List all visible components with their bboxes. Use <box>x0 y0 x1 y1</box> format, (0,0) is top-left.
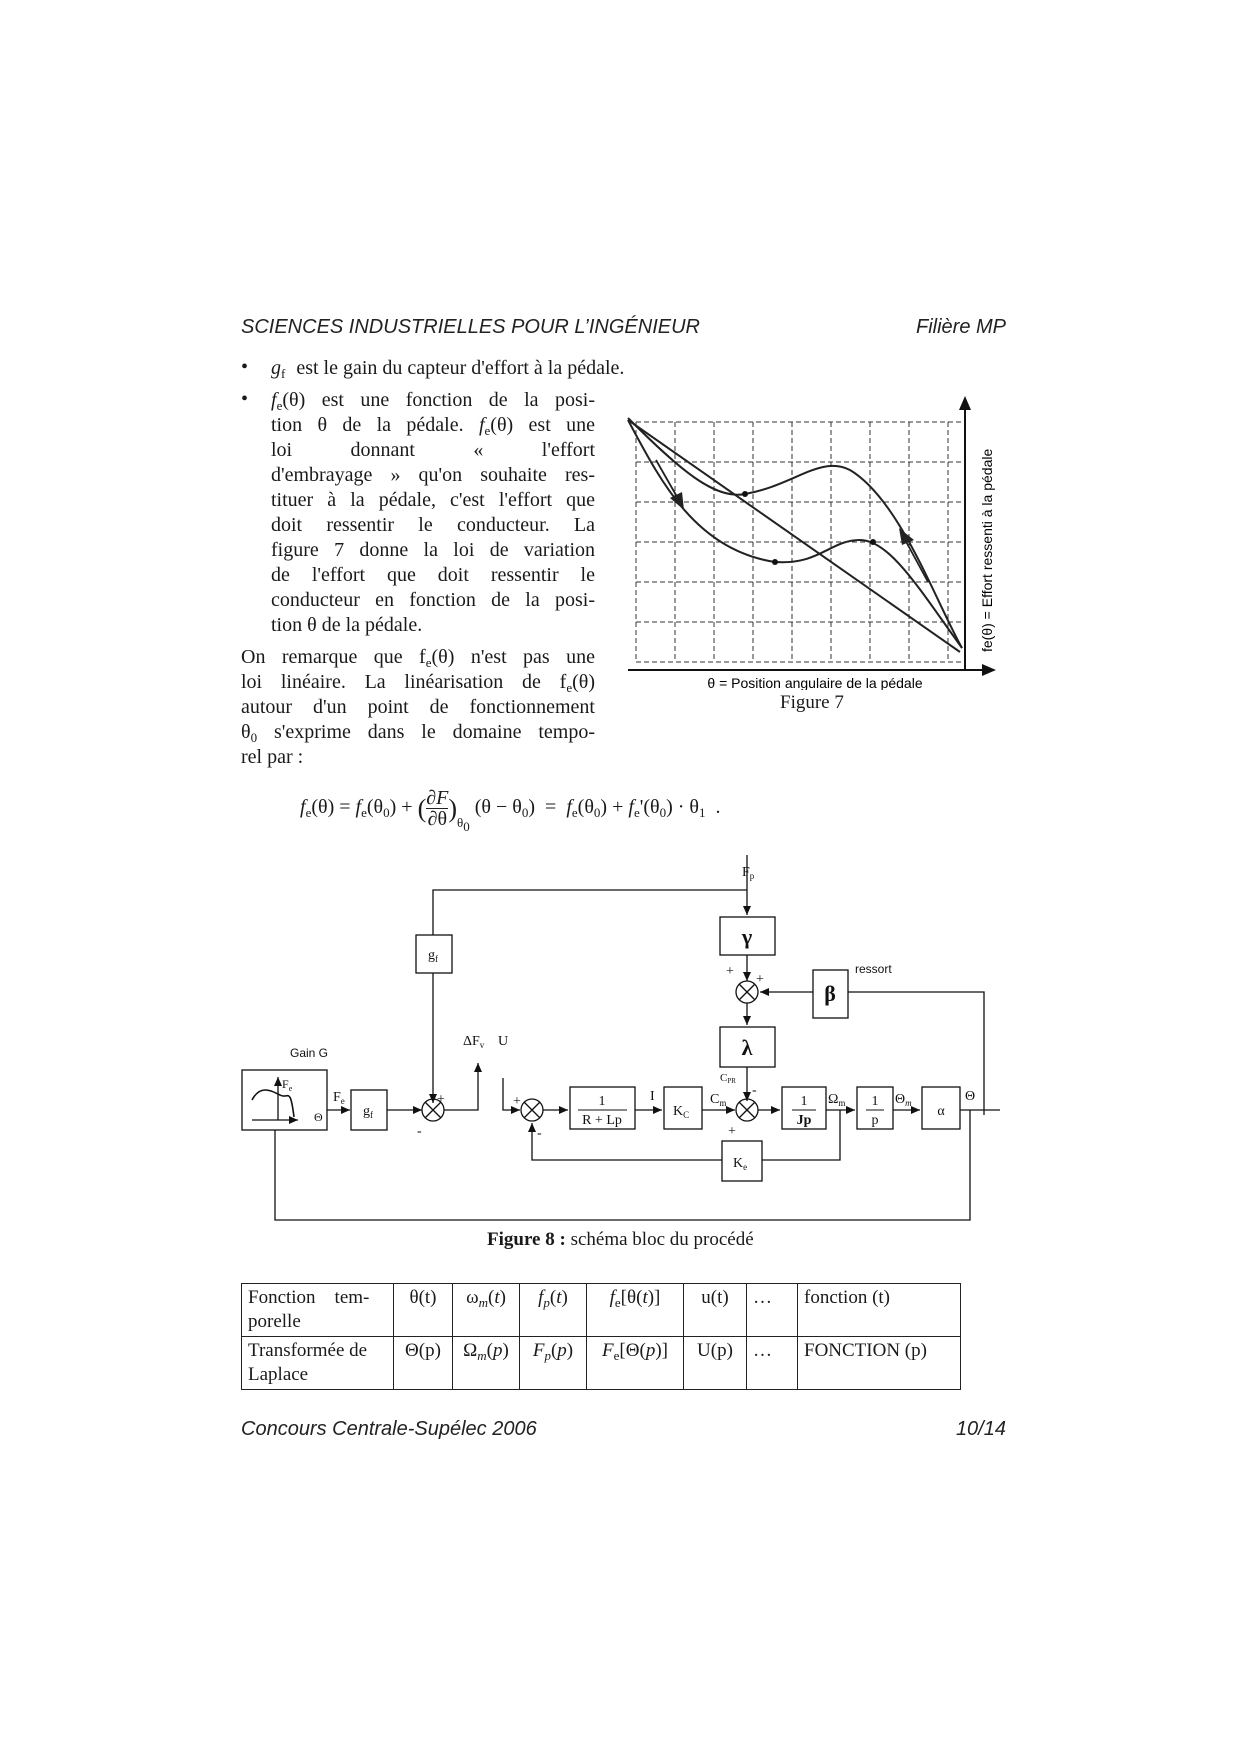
fe-line-1: $f_e(\theta)$ est une fonction de la posi- <box>271 389 595 413</box>
fe-line-8: de l'effort que doit ressentir le <box>271 564 595 586</box>
label-omega-m: $\Omega_m$ <box>828 1092 846 1108</box>
fig7-tangent-line <box>628 420 960 652</box>
label-fe: $F_e$ <box>333 1090 345 1106</box>
table-cell: θ(t) <box>394 1284 453 1337</box>
figure-8-block-diagram <box>230 845 1010 1235</box>
label-fp: $F_p$ <box>742 865 755 881</box>
fig7-upper-curve <box>628 418 962 648</box>
wire-dfv <box>444 1063 478 1110</box>
figure-7-chart <box>620 390 1010 690</box>
label-cpr: CPR <box>720 1072 736 1085</box>
fe-line-5: tituer à la pédale, c'est l'effort que <box>271 489 595 511</box>
table-cell: $F_p(p)$ <box>520 1337 587 1390</box>
label-ke: $K_e$ <box>733 1156 748 1172</box>
bullet-dot: • <box>241 356 249 378</box>
label-beta: β <box>824 981 836 1006</box>
footer-page-number: 10/14 <box>955 1418 1006 1440</box>
fe-line-3: loi donnant « l'effort <box>271 439 595 461</box>
fe-line-9: conducteur en fonction de la posi- <box>271 589 595 611</box>
gf-symbol: g <box>271 357 281 379</box>
table-cell: $F_e[\Theta(p)]$ <box>587 1337 684 1390</box>
label-tf1-num: 1 <box>598 1094 606 1109</box>
label-lambda: λ <box>741 1035 753 1060</box>
fe-line-2: tion θ de la pédale. $f_e(\theta)$ est une <box>271 414 595 438</box>
table-row <box>242 1337 961 1390</box>
fig7-point-upper <box>742 491 748 497</box>
label-alpha: α <box>937 1104 945 1119</box>
linearisation-equation: $f_e(\theta) = f_e(\theta_0)$ + ( $\frac{\partial F}{\partial\theta}$ )$_{\theta_0}$ $(\theta - \theta_0) = f_e(\theta_0) + f_e'(\theta_0) \cdot \theta_1$ . <box>300 787 721 835</box>
table-cell: FONCTION (p) <box>798 1337 961 1390</box>
label-tf3-den: p <box>871 1113 879 1128</box>
table-cell: Θ(p) <box>394 1337 453 1390</box>
label-tf2-den: Jp <box>796 1113 812 1128</box>
fe-line-4: d'embrayage » qu'on souhaite res- <box>271 464 595 486</box>
figure-8-caption: Figure 8 : schéma bloc du procédé <box>487 1229 754 1250</box>
fe-line-7: figure 7 donne la loi de variation <box>271 539 595 561</box>
fig7-grid <box>636 422 965 662</box>
fig7-point-right <box>870 539 876 545</box>
label-minus-cpr: - <box>752 1083 757 1098</box>
label-plus-1: + <box>437 1092 445 1107</box>
label-theta-inside: Θ <box>314 1110 323 1124</box>
label-fe-inside: $F_e$ <box>282 1077 293 1093</box>
label-tf3-num: 1 <box>871 1094 879 1109</box>
label-minus-u: - <box>537 1126 542 1141</box>
laplace-table <box>241 1283 961 1390</box>
label-tf2-num: 1 <box>800 1094 808 1109</box>
label-plus-u: + <box>513 1094 521 1109</box>
label-ressort: ressort <box>855 962 892 976</box>
label-gamma: γ <box>741 924 753 949</box>
fe-line-6: doit ressentir le conducteur. La <box>271 514 595 536</box>
table-cell: $f_p(t)$ <box>520 1284 587 1337</box>
table-cell: $\omega_m(t)$ <box>453 1284 520 1337</box>
header-filiere: Filière MP <box>915 316 1006 338</box>
bullet-gf <box>271 356 624 381</box>
label-u: U <box>498 1034 509 1049</box>
linearisation-paragraph: On remarque que $f_e(\theta)$ n'est pas une loi linéaire. La linéarisation de $f_e(\theta)$ autour d'un point de fonctionnement $\theta_0$ s'exprime dans le domaine tempo- rel par : <box>241 646 595 768</box>
wire-outer-loop <box>275 1110 970 1220</box>
bullet-dot: • <box>241 388 249 410</box>
gf-text: est le gain du capteur d'effort à la pédale. <box>296 357 625 379</box>
fig7-xlabel: θ = Position angulaire de la pédale <box>707 675 923 690</box>
bullet-fe <box>271 388 595 638</box>
label-kc: $K_C$ <box>673 1104 690 1120</box>
table-cell: u(t) <box>684 1284 747 1337</box>
label-i: I <box>650 1089 655 1104</box>
table-row <box>242 1284 961 1337</box>
table-cell: Fonction tem- porelle <box>242 1284 394 1337</box>
table-cell: $f_e[\theta(t)]$ <box>587 1284 684 1337</box>
table-cell: fonction (t) <box>798 1284 961 1337</box>
label-tf1-den: R + Lp <box>582 1113 622 1128</box>
label-plus-beta: + <box>756 972 764 987</box>
footer-concours: Concours Centrale-Supélec 2006 <box>241 1418 537 1440</box>
label-dfv: $\Delta F_v$ <box>463 1034 485 1050</box>
fig7-x-arrow <box>982 664 996 676</box>
label-gf-2: $g_f$ <box>363 1104 373 1120</box>
table-cell: U(p) <box>684 1337 747 1390</box>
label-plus-cm: + <box>728 1124 736 1139</box>
fig7-y-arrow <box>959 396 971 410</box>
table-cell: … <box>747 1284 798 1337</box>
fig7-ylabel: fe(θ) = Effort ressenti à la pédale <box>979 448 995 652</box>
fig7-point-lower <box>772 559 778 565</box>
table-cell: $\Omega_m(p)$ <box>453 1337 520 1390</box>
figure-7-caption: Figure 7 <box>780 692 844 713</box>
fe-line-10: tion θ de la pédale. <box>271 614 423 636</box>
label-gain-g: Gain G <box>290 1046 329 1060</box>
wire-fp-gf <box>433 890 747 935</box>
label-theta-m: $\Theta_m$ <box>895 1092 912 1108</box>
table-cell: Transformée de Laplace <box>242 1337 394 1390</box>
header-title: SCIENCES INDUSTRIELLES POUR L’INGÉNIEUR <box>241 316 700 338</box>
label-minus-1: - <box>417 1124 422 1139</box>
table-cell: … <box>747 1337 798 1390</box>
wire-theta-beta <box>848 992 984 1115</box>
label-theta-out: Θ <box>965 1089 976 1104</box>
label-plus-gamma: + <box>726 964 734 979</box>
label-cm: $C_m$ <box>710 1092 727 1108</box>
label-gf-top: $g_f$ <box>428 948 438 964</box>
gf-sub: f <box>281 366 286 381</box>
